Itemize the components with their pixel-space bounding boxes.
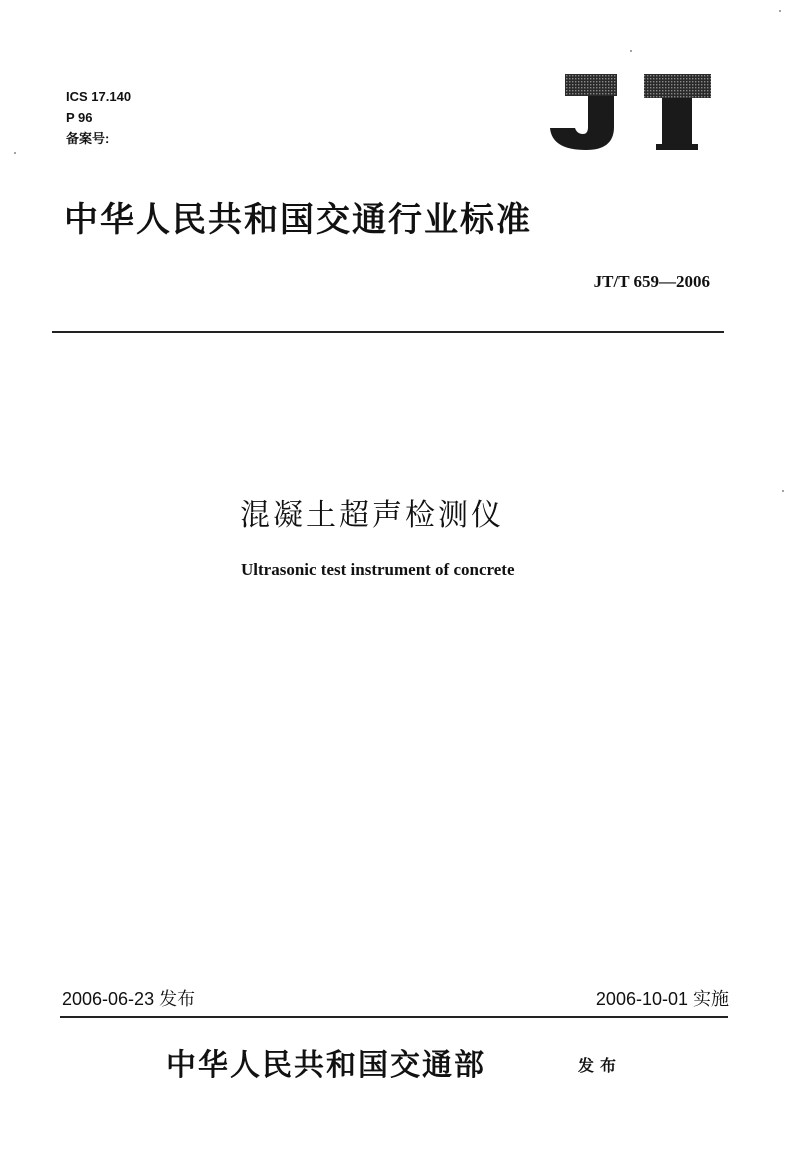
implementation-date: 2006-10-01 实施 [595, 989, 729, 1009]
scan-speck [14, 152, 16, 154]
jt-logo [548, 72, 713, 152]
top-divider [52, 331, 724, 333]
publisher-name: 中华人民共和国交通部 [166, 1048, 486, 1083]
issue-date: 2006-06-23 发布 [62, 989, 196, 1009]
document-title-chinese: 混凝土超声检测仪 [240, 498, 504, 533]
bottom-divider [60, 1016, 728, 1018]
publish-label: 发布 [578, 1056, 623, 1075]
scan-speck [779, 10, 781, 12]
category-code: P 96 [66, 110, 93, 125]
document-title-english: Ultrasonic test instrument of concrete [241, 560, 515, 579]
scan-speck [782, 490, 784, 492]
ics-code: ICS 17.140 [66, 89, 132, 104]
standard-number: JT/T 659—2006 [593, 272, 710, 291]
issuing-authority-title: 中华人民共和国交通行业标准 [64, 200, 532, 240]
filing-number-label: 备案号: [66, 131, 110, 146]
scan-speck [630, 50, 632, 52]
standard-meta [66, 86, 131, 149]
